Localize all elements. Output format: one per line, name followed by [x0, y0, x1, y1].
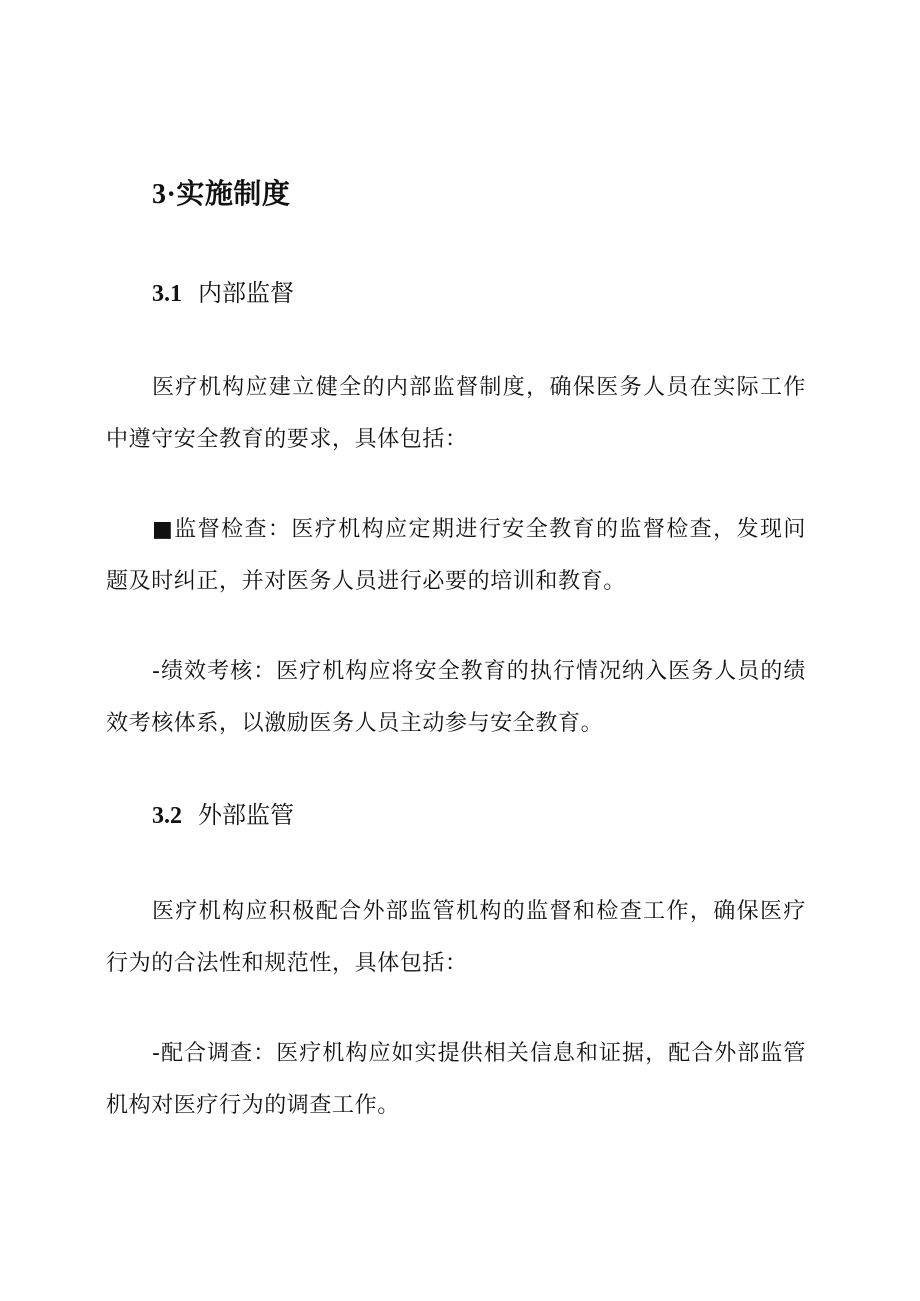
subsection-heading-internal	[152, 278, 294, 309]
paragraph-supervision-check: ■监督检查：医疗机构应定期进行安全教育的监督检查，发现问题及时纠正，并对医务人员进行必要的培训和教育。	[106, 517, 806, 594]
subsection-number: 3.2	[152, 803, 182, 829]
paragraph-performance-review: -绩效考核：医疗机构应将安全教育的执行情况纳入医务人员的绩效考核体系，以激励医务人员主动参与安全教育。	[106, 659, 806, 736]
subsection-number: 3.1	[152, 281, 182, 307]
subsection-heading-external	[152, 800, 294, 831]
subsection-title: 外部监管	[198, 801, 294, 829]
section-heading	[152, 176, 290, 213]
paragraph-external-intro: 医疗机构应积极配合外部监管机构的监督和检查工作，确保医疗行为的合法性和规范性，具体包括：	[106, 899, 806, 976]
paragraph-cooperate-investigation: -配合调查：医疗机构应如实提供相关信息和证据，配合外部监管机构对医疗行为的调查工作。	[106, 1041, 806, 1118]
subsection-title: 内部监督	[198, 279, 294, 307]
paragraph-internal-intro: 医疗机构应建立健全的内部监督制度，确保医务人员在实际工作中遵守安全教育的要求，具体包括：	[106, 375, 806, 452]
section-number: 3·	[152, 179, 177, 210]
section-title: 实施制度	[176, 177, 291, 210]
